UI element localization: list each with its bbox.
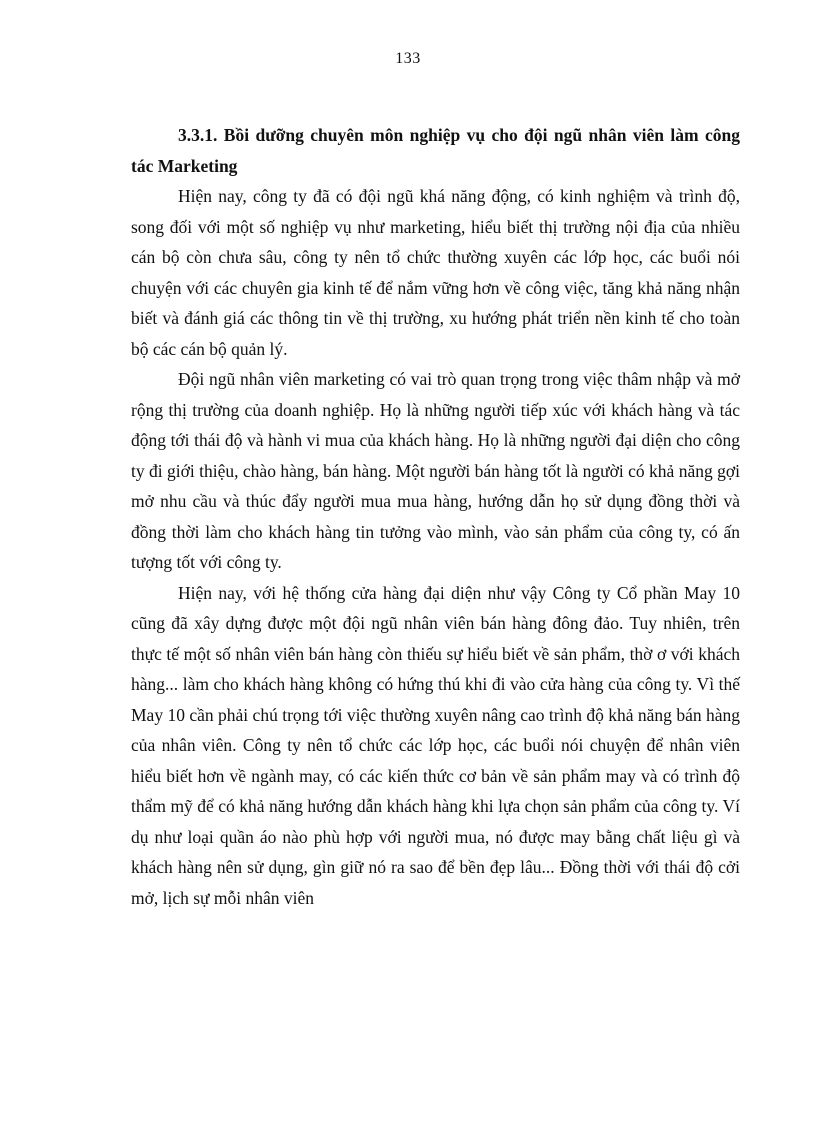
page-body (131, 120, 740, 913)
page-number: 133 (395, 50, 421, 67)
section-heading: 3.3.1. Bồi dưỡng chuyên môn nghiệp vụ cho đội ngũ nhân viên làm công tác Marketing (131, 125, 740, 176)
paragraph-1: Hiện nay, công ty đã có đội ngũ khá năng động, có kinh nghiệm và trình độ, song đối với một số nghiệp vụ như marketing, hiểu biết thị trường nội địa của nhiều cán bộ còn chưa sâu, công ty nên tổ chức thường xuyên các lớp học, các buổi nói chuyện với các chuyên gia kinh tế để nắm vững hơn về công việc, tăng khả năng nhận biết và đánh giá các thông tin về thị trường, xu hướng phát triển nền kinh tế cho toàn bộ các cán bộ quản lý. (131, 186, 740, 359)
paragraph-3: Hiện nay, với hệ thống cửa hàng đại diện như vậy Công ty Cổ phần May 10 cũng đã xây dựng được một đội ngũ nhân viên bán hàng đông đảo. Tuy nhiên, trên thực tế một số nhân viên bán hàng còn thiếu sự hiểu biết về sản phẩm, thờ ơ với khách hàng... làm cho khách hàng không có hứng thú khi đi vào cửa hàng của công ty. Vì thế May 10 cần phải chú trọng tới việc thường xuyên nâng cao trình độ khả năng bán hàng của nhân viên. Công ty nên tổ chức các lớp học, các buổi nói chuyện để nhân viên hiểu biết hơn về ngành may, có các kiến thức cơ bản về sản phẩm may và có trình độ thẩm mỹ để có khả năng hướng dẫn khách hàng khi lựa chọn sản phẩm của công ty. Ví dụ như loại quần áo nào phù hợp với người mua, nó được may bằng chất liệu gì và khách hàng nên sử dụng, gìn giữ nó ra sao để bền đẹp lâu... Đồng thời với thái độ cởi mở, lịch sự mỗi nhân viên (131, 582, 740, 908)
paragraph-2: Đội ngũ nhân viên marketing có vai trò quan trọng trong việc thâm nhập và mở rộng thị trường của doanh nghiệp. Họ là những người tiếp xúc với khách hàng và tác động tới thái độ và hành vi mua của khách hàng. Họ là những người đại diện cho công ty đi giới thiệu, chào hàng, bán hàng. Một người bán hàng tốt là người có khả năng gợi mở nhu cầu và thúc đẩy người mua mua hàng, hướng dẫn họ sử dụng đồng thời và đồng thời làm cho khách hàng tin tưởng vào mình, vào sản phẩm của công ty, có ấn tượng tốt với công ty. (131, 369, 740, 572)
